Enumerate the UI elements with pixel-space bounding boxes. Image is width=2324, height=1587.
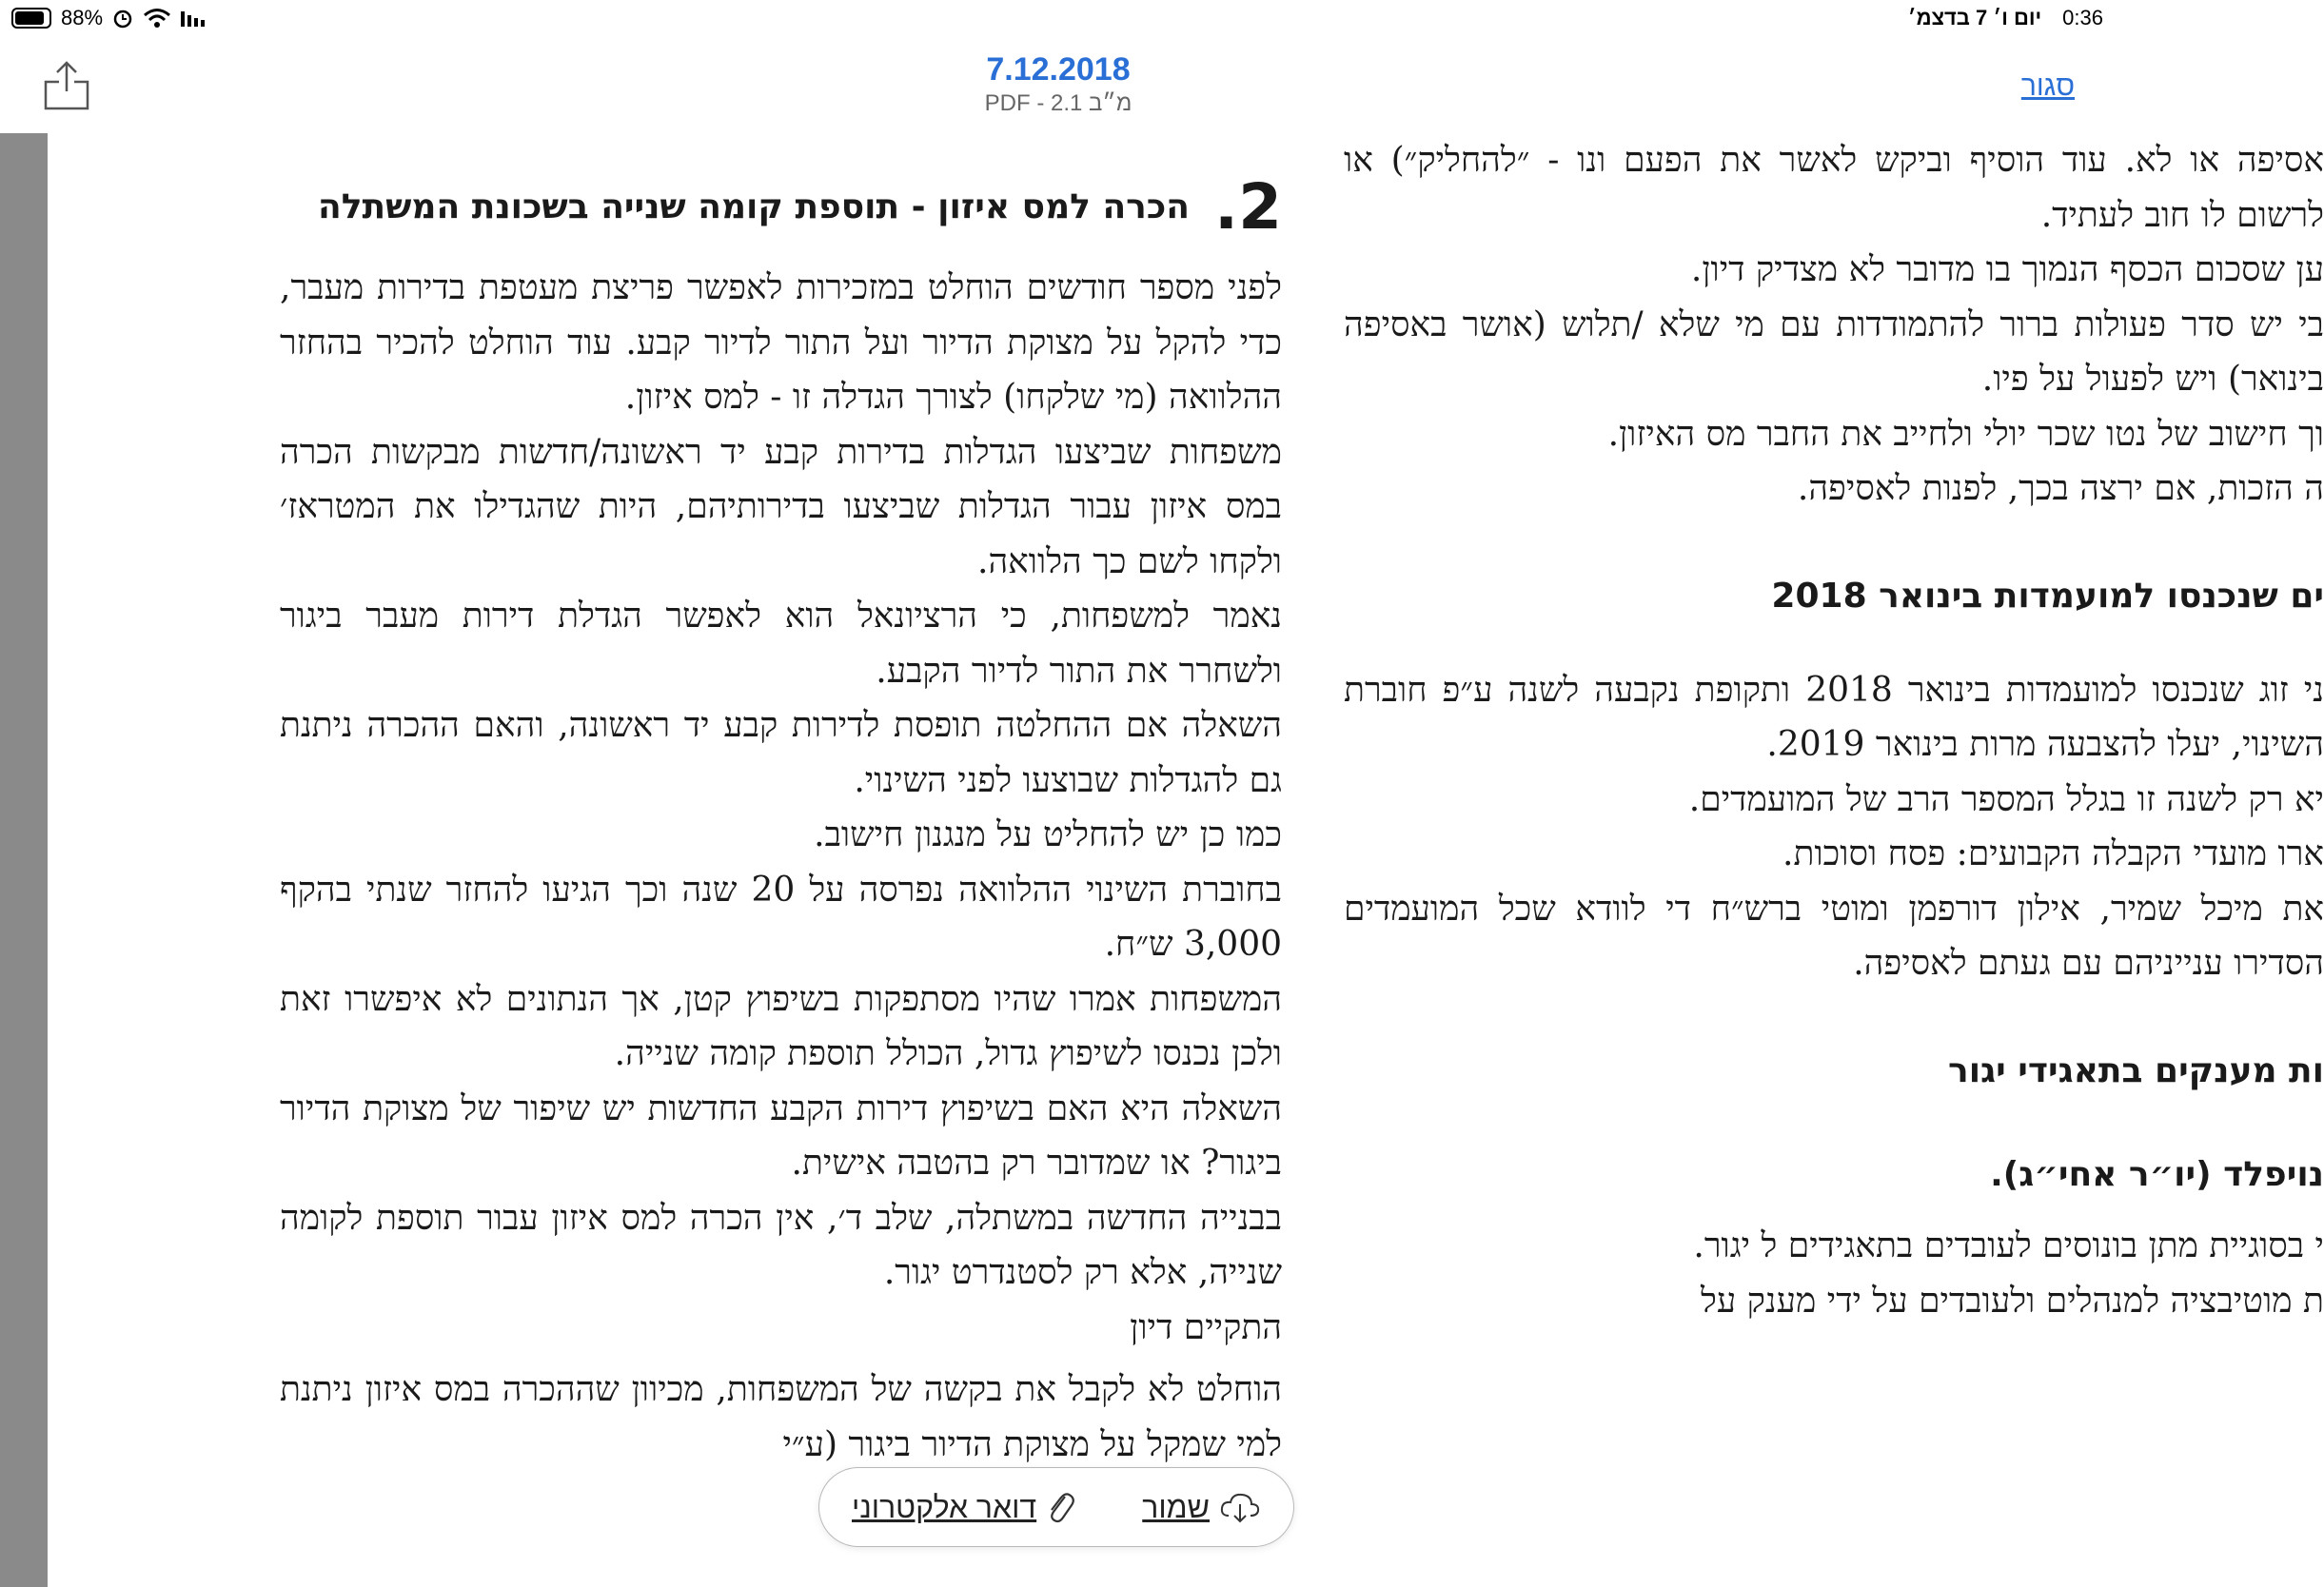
status-bar [0, 0, 2117, 40]
battery-icon [11, 8, 51, 29]
mid-paragraph: הוחלט לא לקבל את בקשה של המשפחות, מכיוון שההכרה במס איזון ניתנת למי שמקל על מצוקת הדיור ביגור (ע״י [280, 1370, 1282, 1464]
right-paragraph: ני זוג שנכנסו למועמדות בינואר 2018 ותקופת נקבעה לשנה ע״פ חוברת השינוי, יעלו להצבעה מרות בינואר 2019. [1344, 670, 2324, 764]
right-paragraph: ת מוטיבציה למנהלים ולעובדים על ידי מענק על [1701, 1281, 2324, 1321]
signal-icon [181, 8, 207, 29]
section-heading [280, 170, 1282, 244]
right-heading-candidates: ים שנכנסו למועמדות בינואר 2018 [1771, 576, 2324, 616]
save-label: שמור [1142, 1489, 1210, 1524]
document-title: 7.12.2018 [986, 51, 1131, 88]
cloud-download-icon [1219, 1491, 1261, 1523]
right-paragraph: י בסוגיית מתן בונוסים לעובדים בתאגידים ל יגור. [1693, 1226, 2324, 1265]
right-paragraph: את מיכל שמיר, אילון דורפמן ומוטי ברש״ח די לוודא שכל המועמדים הסדירו ענייניהם עם געתם לאסיפה. [1344, 889, 2324, 983]
paperclip-icon [1046, 1489, 1074, 1525]
email-button[interactable] [852, 1489, 1074, 1525]
status-left [11, 6, 207, 30]
mid-paragraph: כמו כן יש להחליט על מנגנון חישוב. [814, 815, 1282, 854]
middle-column [280, 133, 1282, 1472]
page-gutter [0, 133, 48, 1587]
close-button[interactable]: סגור [2020, 70, 2075, 102]
right-paragraph: ען שסכום הכסף הנמוך בו מדובר לא מצדיק דיון. [1690, 250, 2324, 289]
document-title-block [0, 51, 2117, 117]
section-title: הכרה למס איזון - תוספת קומה שנייה בשכונת המשתלה [318, 187, 1190, 226]
section-number: 2. [1213, 170, 1282, 244]
right-paragraph: יא רק לשנה זו בגלל המספר הרב של המועמדים. [1688, 779, 2324, 819]
mid-paragraph: השאלה אם ההחלטה תופסת לדירות קבע יד ראשונה, והאם ההכרה ניתנת גם להגדלות שבוצעו לפני השינוי. [280, 706, 1282, 800]
mid-paragraph: משפחות שביצעו הגדלות בדירות קבע יד ראשונה/חדשות מבקשות הכרה במס איזון עבור הגדלות שביצעו בדירותיהם, היות שהגדילו את המטראז׳ ולקחו לשם כך הלוואה. [280, 432, 1282, 581]
mid-paragraph: בבנייה החדשה במשתלה, שלב ד׳, אין הכרה למס איזון עבור תוספת לקומה שנייה, אלא רק לסטנדרט יגור. [280, 1198, 1282, 1292]
battery-percent: 88% [61, 6, 104, 29]
right-heading-grants: ות מענקים בתאגידי יגור [1948, 1050, 2324, 1090]
mid-paragraph: המשפחות אמרו שהיו מסתפקות בשיפוץ קטן, אך הנתונים לא איפשרו זאת ולכן נכנסו לשיפוץ גדול, הכולל תוספת קומה שנייה. [280, 979, 1282, 1073]
mid-paragraph: בחוברת השינוי ההלוואה נפרסה על 20 שנה וכך הגיעו להחזר שנתי בהקף 3,000 ש״ח. [280, 870, 1282, 964]
right-paragraph: וך חישוב של נטו שכר יולי ולחייב את החבר מס האיזון. [1607, 414, 2324, 454]
right-subheading: נויפלד (יו״ר אחי״ג). [1990, 1154, 2324, 1194]
right-paragraph: בי יש סדר פעולות ברור להתמודדות עם מי שלא /תלוש (אושר באסיפה בינואר) ויש לפעול על פיו. [1344, 304, 2324, 399]
right-paragraph: ארו מועדי הקבלה הקבועים: פסח וסוכות. [1782, 834, 2324, 873]
status-time: 0:36 [2062, 6, 2103, 29]
document-subtitle: PDF - 2.1 מ״ב [984, 90, 1132, 116]
right-paragraph: אסיפה או לא. עוד הוסיף וביקש לאשר את הפעם ונו - ״להחליק״) או לרשום לו חוב לעתיד. [1344, 141, 2324, 235]
mid-paragraph: השאלה היא האם בשיפוץ דירות הקבע החדשות יש שיפור של מצוקת הדיור ביגור? או שמדובר רק בהטבה אישית. [280, 1088, 1282, 1183]
mid-paragraph: נאמר למשפחות, כי הרציונאל הוא לאפשר הגדלת דירות מעבר ביגור ולשחרר את התור לדיור הקבע. [280, 597, 1282, 691]
email-label: דואר אלקטרוני [852, 1489, 1037, 1524]
wifi-icon [143, 8, 171, 29]
mid-paragraph: לפני מספר חודשים הוחלט במזכירות לאפשר פריצת מעטפת בדירות מעבר, כדי להקל על מצוקת הדיור ועל התור לדיור קבע. עוד הוחלט להכיר בהחזר ההלוואה (מי שלקחו) לצורך הגדלה זו - למס איזון. [280, 268, 1282, 417]
alarm-icon [112, 8, 133, 29]
pdf-page[interactable] [48, 133, 2324, 1587]
right-column [1344, 133, 2324, 1328]
action-pill [818, 1467, 1294, 1547]
right-paragraph: ה הזכות, אם ירצה בכך, לפנות לאסיפה. [1797, 469, 2324, 508]
viewer-header [0, 40, 2117, 134]
status-right [1908, 6, 2103, 30]
status-date: יום ו׳ 7 בדצמ׳ [1907, 6, 2042, 29]
mid-paragraph: התקיים דיון [1130, 1307, 1282, 1347]
save-button[interactable] [1142, 1490, 1261, 1525]
